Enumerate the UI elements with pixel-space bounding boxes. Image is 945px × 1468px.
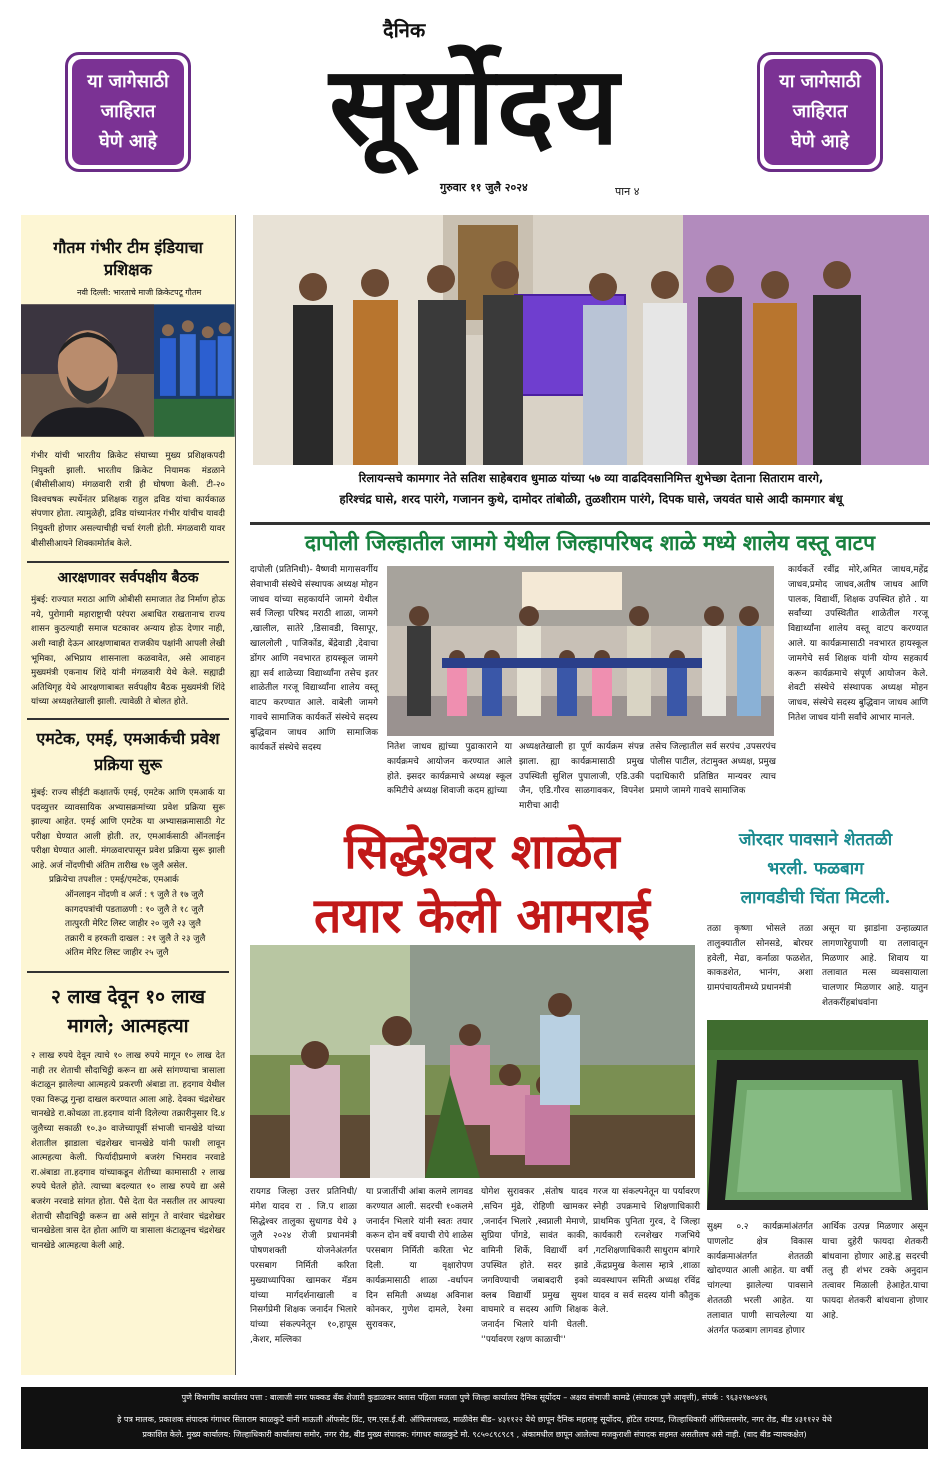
- amrai-column-3: योगेश सुरावकर ,संतोष यादव ,सचिन मुंढे, रोहिणी खामकर ,जनार्दन भिलारे ,स्वप्नाली मेमाणे, सुप्रिया पोंगडे, सावंत काकी, वामिनी शिर्के, विद्यार्थी वर्ग उपस्थित होते. सदर झाडे जगविण्याची जबाबदारी इको क्लब विद्यार्थी प्रमुख सुयश वाघमारे व सदस्य आणि शिक्षक जनार्दन भिलारे यांनी घेतली. ''पर्यावरण रक्षण काळाची'': [481, 1187, 588, 1345]
- rain-column-4: आर्थिक उत्पन्न मिळणार असून याचा दुहेरी फायदा शेतकरी बांधवाना होणार आहे.ह्व सदरची तलु ही शंभर टक्के अनुदान तत्वावर मिळाली हेआहेत.याचा फायदा शेतकरी बांधवाना होणार आहे.: [822, 1222, 928, 1321]
- ad-box-left: [65, 52, 191, 172]
- suicide-body: २ लाख रुपये देवून त्याचे १० लाख रुपये मागून १० लाख देत नाही तर शेताची सौदाचिट्ठी करून द्या असे सांगण्याचा त्रासाला कंटाळून झालेल्या आत्महत्ये प्रकरणी अंबाडा ता. हदगाव येथील एका विरूद्ध गुन्हा दाखल करण्यात आला आहे. देवका चंद्रशेखर चानखेडे रा.कोथळा ता.हदगाव यांनी दिलेल्या तक्रारीनुसार दि.४ जुलैच्या सकाळी १०.३० वाजेच्यापूर्वी संभाजी चानखेडे यांच्या शेतातील झाडाला चंद्रशेखर चानखेडे यांनी फाशी लावून आत्महत्या केली. फिर्यादीप्रमाणे बजरंग भिमराव नरवाडे रा.अंबाडा ता.हदगाव यांच्याकडून शेतीच्या कामासाठी २ लाख रुपये घेतले होते. त्याच्या बदल्यात १० लाख रुपये द्या असे बजरंग नरवाडे सांगत होता. पैसे देता येत नसतील तर आपल्या शेताची सौदाचिट्ठी करून द्या असे सांगून ते वारंवार चंद्रशेखर चानखेडेला त्रास देत होता आणि या त्रासाला कंटाळूनच चंद्रशेखर चानखेडे आत्महत्या केली आहे.: [31, 1051, 225, 1251]
- footer-imprint: [21, 1407, 928, 1449]
- left-news-column: [21, 215, 236, 1375]
- suicide-headline: २ लाख देवून १० लाख मागले; आत्महत्या: [51, 986, 205, 1038]
- rain-headline-line2: भरली. फळबाग: [767, 859, 864, 879]
- amrai-column-1: रायगड जिल्हा उत्तर प्रतिनिधी/मंगेश यादव रा . जि.प शाळा सिद्धेश्वर तालुका सुधागड येथे ३ जुलै २०२४ रोजी प्रधानमंत्री पोषणशक्ती योजनेअंतर्गत परसबाग निर्मिती करिता मुख्याध्यापिका खामकर मॅडम यांच्या मार्गदर्शनाखाली व निसर्गप्रेमी शिक्षक जनार्दन भिलारे यांच्या संकल्पनेतून १०,हापूस ,केशर, मल्लिका: [250, 1187, 357, 1345]
- ad-right-line1: या जागेसाठी: [779, 71, 861, 92]
- dapoli-school-photo: [387, 566, 774, 736]
- ad-box-right-inner: [764, 59, 876, 165]
- mtech-schedule-2: कागदपत्रांची पडताळणी : १० जुलै ते १८ जुलै: [65, 904, 204, 915]
- team-india-image: [154, 304, 235, 437]
- amrai-headline-line2: तयार केली आमराई: [314, 888, 650, 944]
- dapoli-headline: दापोली जिल्हातील जामगे येथील जिल्हापरिषद शाळे मध्ये शालेय वस्तू वाटप: [250, 522, 930, 560]
- mtech-schedule-head: प्रक्रियेचा तपशील : एमई/एमटेक, एमआर्क: [49, 875, 179, 886]
- masthead-daily-label: दैनिक: [383, 18, 426, 42]
- dapoli-column-3: अध्यक्षतेखाली हा पूर्ण कार्यक्रम संपन्न झाला. ह्या कार्यक्रमासाठी प्रमुख उपस्थिती सुशिल पुपालाजी, एडि.उकी जैन, एडि.गौरव साळगावकर, विपनेश मारीचा आदी: [519, 742, 644, 812]
- dapoli-column-right: कार्यकर्ते रवींद्र मोरे,अमित जाधव,महेंद्र जाधव,प्रमोद जाधव,अतीष जाधव आणि पालक, विद्यार्थी, शिक्षक उपस्थित होते . या सर्वांच्या उपस्थितीत शाळेतील गरजू विद्यार्थ्यांना शालेय वस्तू वाटप करण्यात आले. या कार्यक्रमासाठी नवभारत हायस्कूल जामगेचे सर्व शिक्षक यांनी योग्य सहकार्य करून कार्यक्रमाचे संपूर्ण आयोजन केले. शेवटी संस्थेचे संस्थापक अध्यक्ष मोहन जाधव, संस्थेचे सदस्य बुद्धिवान जाधव आणि नितेश जाधव यांनी सर्वांचे आभार मानले.: [788, 565, 928, 723]
- mtech-schedule-5: अंतिम मेरिट लिस्ट जाहीर २५ जुलै: [65, 948, 169, 959]
- amrai-planting-photo: [250, 945, 695, 1178]
- issue-date: गुरुवार ११ जुलै २०२४: [440, 181, 528, 194]
- caption-line-2: हरिश्चंद्र घासे, शरद पारंगे, गजानन कुथे, दामोदर तांबोळी, तुळशीराम पारंगे, दिपक घासे, जयवंत घासे आदी कामगार बंधू: [339, 492, 843, 506]
- reservation-headline: आरक्षणावर सर्वपक्षीय बैठक: [57, 570, 199, 587]
- dapoli-column-2: नितेश जाधव ह्यांच्या पुढाकाराने या कार्यक्रमचे आयोजन करण्यात आले होते. झ्सदर कार्यक्रमाचे अध्यक्ष स्कूल कमिटीचे अध्यक्ष शिवाजी कदम ह्यांच्या: [387, 742, 512, 797]
- ad-left-line3: घेणे आहे: [99, 131, 157, 152]
- footer-imprint-line2: प्रकाशित केले. मुख्य कार्यालय: जिल्हाधिकारी कार्यालया समोर, नगर रोड, बीड मुख्य संपादक: गंगाधर काळकुटे मो. ९८५०८९८९८९ , अंकामधील छापून आलेल्या मजकुराशी संपादक सहमत असतीलच असे नाही. (वाद बीड न्यायकक्षेत): [142, 1430, 807, 1439]
- amrai-column-4: गरज या संकल्पनेतून या पर्यावरण स्नेही उपक्रमाचे शिक्षणाधिकारी प्राथमिक पुनिता गुरव, दे जिल्हा कार्यकारी रत्नशेखर गजभिये ,गटशिक्षणाधिकारी साधुराम बांगारे ,केंद्रप्रमुख केलास म्हात्रे ,शाळा व्यवस्थापन समिती अध्यक्ष रविंद्र यादव व सर्व सदस्य यांनी कौतुक केले.: [593, 1187, 700, 1316]
- mtech-body: मुंबई: राज्य सीईटी कक्षातर्फे एमई, एमटेक आणि एमआर्क या पदव्युत्तर व्यावसायिक अभ्यासक्रमांच्या प्रवेश प्रक्रिया सुरू झाल्या आहेत. एमई आणि एमटेक या अभ्यासक्रमासाठी गेट परीक्षा घेण्यात आली होती. तर, एमआर्कसाठी ऑनलाईन परीक्षा घेण्यात आली. मंगळवारपासून प्रवेश प्रक्रिया सुरू झाली आहे. अर्ज नोंदणीची अंतिम तारीख १७ जुलै असेल.: [31, 787, 225, 871]
- students-planting-image: [250, 945, 695, 1178]
- amrai-headline: [262, 820, 702, 948]
- farm-pond-photo: [707, 1020, 928, 1210]
- mtech-schedule-4: तक्रारी व हरकती दाखल : २१ जुलै ते २३ जुलै: [65, 933, 206, 944]
- rain-column-1: तळा कृष्णा भोसले तळा तालुक्यातील सोनसडे, बोरघर हवेली, मेढा, कर्नाळा फळशेत, काकडशेत, भानंग, अशा ग्रामपंचायतीमध्ये प्रधानमंत्री: [707, 924, 813, 994]
- footer-imprint-line1: हे पत्र मालक, प्रकाशक संपादक गंगाधर सिताराम काळकुटे यांनी माऊली ऑफसेट प्रिंट, एम.एस.ई.बी. ऑफिसजवळ, माळीवेस बीड– ४३११२२ येथे छापून दैनिक महाराष्ट्र सूर्योदय, हॉटेल रायगड, जिल्हाधिकारी ऑफिससमोर, नगर रोड, बीड ४३११२२ येथे: [117, 1415, 832, 1424]
- mtech-headline: एमटेक, एमई, एमआर्कची प्रवेश प्रक्रिया सुरू: [36, 728, 220, 774]
- newspaper-title: सूर्योदय: [329, 43, 621, 169]
- reservation-body: मुंबई: राज्यात मराठा आणि ओबीसी समाजात तेढ निर्माण होऊ नये, पुरोगामी महाराष्ट्राची परंपरा अबाधित राखतानाच राज्य शासन कुठल्याही समाज घटकावर अन्याय होऊ देणार नाही, अशी ग्वाही देऊन आरक्षणाबाबत राजकीय पक्षांनी आपली लेखी भूमिका, अभिप्राय शासनाला कळवावेत, असे आवाहन मुख्यमंत्री एकनाथ शिंदे यांनी मंगळवारी येथे केले. सह्याद्री अतिथिगृह येथे आरक्षणाबाबत सर्वपक्षीय बैठक मुख्यमंत्री शिंदे यांच्या अध्यक्षतेखाली झाली. त्यावेळी ते बोलत होते.: [31, 595, 225, 708]
- ad-box-left-inner: [72, 59, 184, 165]
- rain-column-2: असून या झाडांना उन्हाळ्यात लागणारेहुपाणी या तलावातून मिळणार आहे. शिवाय या तलावात मत्स व्यवसायाला चालणार मिळणार आहे. यातुन शेतकरींहबांधवांना: [822, 924, 928, 1008]
- page-number: पान ४: [615, 185, 640, 198]
- amrai-headline-line1: सिद्धेश्वर शाळेत: [344, 824, 620, 880]
- footer-office-address: पुणे विभागीय कार्यालय पत्ता : बालाजी नगर फक्कड बँक शेजारी कुडाळकर क्लास पहिला मजला पुणे जिल्हा कार्यालय दैनिक सूर्योदय – अक्षय संभाजी कामढे (संपादक पुणे आवृत्ती), संपर्क : ९६३२१७०४२६: [21, 1387, 928, 1407]
- mtech-schedule-1: ऑनलाइन नोंदणी व अर्ज : ९ जुलै ते १७ जुलै: [65, 890, 204, 901]
- farm-pond-image: [707, 1020, 928, 1210]
- ad-right-line2: जाहिरात: [792, 101, 848, 122]
- amrai-column-2: या प्रजातींची आंबा कलमे लागवड करण्यात आली. सदरची १०कलमे जनार्दन भिलारे यांनी स्वतः तयार करून दोन वर्षे वयाची रोपे शाळेस परसबाग निर्मिती करिता भेट दिली. या वृक्षारोपण कार्यक्रमासाठी शाळा -वर्धापन दिन समिती अध्यक्ष अविनाश कोनकर, गुणेश दामले, रेश्मा सुरावकर,: [366, 1187, 473, 1331]
- workers-greeting-image: [253, 215, 929, 465]
- gambhir-photo: [21, 304, 235, 437]
- gambhir-headline: गौतम गंभीर टीम इंडियाचा प्रशिक्षक: [53, 238, 203, 279]
- top-photo-caption: [253, 468, 929, 510]
- caption-line-1: रिलायन्सचे कामगार नेते सतिश साहेबराव धुमाळ यांच्या ५७ व्या वाढदिवसानिमित्त शुभेच्छा देताना सिताराम वारगे,: [358, 471, 824, 485]
- rain-headline-line1: जोरदार पावसाने शेततळी: [738, 830, 893, 850]
- students-distribution-image: [387, 566, 774, 736]
- ad-left-line1: या जागेसाठी: [87, 71, 169, 92]
- ad-right-line3: घेणे आहे: [791, 131, 849, 152]
- mtech-schedule-3: तात्पुरती मेरिट लिस्ट जाहीर २० जुलै २३ जुलै: [65, 919, 201, 930]
- dapoli-column-4: तसेच जिल्हातील सर्व सरपंच ,उपसरपंच पोलीस पाटील, तंटामुक्त अध्यक्ष, प्रमुख पदाधिकारी प्रतिष्ठित मान्यवर त्याच प्रमाणे जामगे गावचे सामाजिक: [650, 742, 776, 797]
- ad-box-right: [757, 52, 883, 172]
- dapoli-column-1: दापोली (प्रतिनिधी)- वैष्णवी मागासवर्गीय सेवाभावी संस्थेचे संस्थापक अध्यक्ष मोहन जाधव यांच्या सहकार्याने जामगे येथील सर्व जिल्हा परिषद मराठी शाळा, जामगे ,खालील, सातेरे ,डिसावडी, विसापूर, खाललोली , पाजिकोंड, बेंद्रेवाडी ,देवाचा डोंगर आणि नवभारत हायस्कूल जामगे ह्या सर्व शाळेच्या विद्यार्थ्यांना तसेच इतर शाळेतील गरजू विद्यार्थ्यांना शालेय वस्तू वाटप करण्यात आले. वाबेली जामगे गावचे सामाजिक कार्यकर्ते संस्थेचे सदस्य बुद्धिवान जाधव आणि सामाजिक कार्यकर्ते संस्थेचे सदस्य: [250, 565, 378, 753]
- gambhir-dateline: नवी दिल्ली: भारताचे माजी क्रिकेटपटू गौतम: [77, 288, 202, 297]
- ad-left-line2: जाहिरात: [100, 101, 156, 122]
- gambhir-body: गंभीर यांची भारतीय क्रिकेट संघाच्या मुख्य प्रशिक्षकपदी नियुक्ती झाली. भारतीय क्रिकेट नियामक मंडळाने (बीसीसीआय) मंगळवारी रात्री ही घोषणा केली. टी-२० विश्वचषक स्पर्धेनंतर प्रशिक्षक राहुल द्रविड यांचा कार्यकाळ संपणार होता. त्यामुळेही, द्रविड यांच्यानंतर गंभीर यांचीच यावदी नियुक्ती होणार असल्याचीही चर्चा रंगली होती. मंगळवारी यावर बीसीसीआयने शिक्कामोर्तब केले.: [31, 451, 225, 549]
- rain-headline-line3: लागवडीची चिंता मिटली.: [740, 888, 891, 908]
- masthead: [255, 16, 695, 186]
- rain-headline: [703, 826, 928, 913]
- gambhir-portrait-image: [21, 304, 154, 437]
- rain-column-3: सुक्ष्म ०.२ कार्यक्रमांअंतर्गत पाणलोट क्षेत्र विकास कार्यक्रमाअंतर्गत शेततळी खोदण्यात आली आहेत. या वर्षी चांगल्या झालेल्या पावसाने शेततळी भरली आहेत. या तलावात पाणी साचलेल्या या अंतर्गत फळबाग लागवड होणार: [707, 1222, 813, 1336]
- reliance-group-photo: [253, 215, 929, 465]
